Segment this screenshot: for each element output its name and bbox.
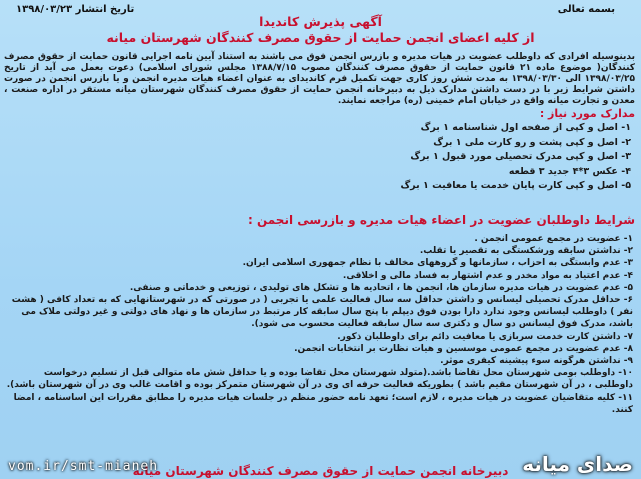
bismillah-text: بسمه تعالی — [557, 4, 615, 15]
document-item: ۴- عکس ۳*۴ جدید ۳ قطعه — [508, 165, 631, 177]
publish-date: تاریخ انتشار ۱۳۹۸/۰۳/۲۳ — [16, 4, 135, 15]
document-item: ۲- اصل و کپی پشت و رو کارت ملی ۱ برگ — [433, 136, 631, 148]
condition-item: ۶- حداقل مدرک تحصیلی لیسانس و داشتن حداقل سه سال فعالیت علمی یا تجربی ( در صورتی که در شهرستانهایی که به تعداد کافی ( هشت نفر ) داوطلب لیسانس وجود ندارد دارا بودن فوق دیپلم با پنج سال سابقه کار مرتبط در سازمان ها و نهاد های دولتی و غیر دولتی ملاک می باشد، مدرک فوق لیسانس دو سال و دکتری سه سال سابقه فعالیت محسوب می شود). — [11, 295, 633, 330]
condition-item: ۵- عدم عضویت در هیات مدیره سازمان ها، انجمن ها ، اتحادیه ها و تشکل های تولیدی ، توزیعی و خدماتی و صنفی. — [129, 282, 633, 293]
condition-item: ۴- عدم اعتیاد به مواد مخدر و عدم اشتهار به فساد مالی و اخلاقی. — [342, 270, 633, 281]
announcement-subtitle: از کلیه اعضای انجمن حمایت از حقوق مصرف کنندگان شهرستان میانه — [106, 30, 535, 45]
documents-heading: مدارک مورد نیاز : — [539, 107, 635, 120]
intro-paragraph: بدینوسیله افرادی که داوطلب عضویت در هیات مدیره و بازرس انجمن فوق می باشند به استناد آیین نامه اجرایی قانون حمایت از حقوق مصرف کنندگان( موضوع ماده ۲۱ قانون حمایت از حقوق مصرف کنندگان مصوب ۱۳۸۸/۷/۱۵ مجلس شورای اسلامی) دعوت بعمل می آید از تاریخ ۱۳۹۸/۰۳/۲۵ الی ۱۳۹۸/۰۳/۳۰ به مدت شش روز کاری جهت تکمیل فرم کاندیدای به عنوان اعضاء هیات مدیره انجمن و یا بازرس انجمن در صورت داشتن شرایط زیر با در دست داشتن مدارک ذیل به دبیرخانه انجمن حمایت از حقوق مصرف کنندگان شهرستان میانه مستقر در اداره صنعت ، معدن و تجارت میانه واقع در خیابان امام خمینی (ره) مراجعه نمایند. — [4, 52, 635, 106]
document-item: ۱- اصل و کپی از صفحه اول شناسنامه ۱ برگ — [420, 122, 631, 133]
condition-item: ۹- نداشتن هرگونه سوء پیشینه کیفری موثر. — [440, 356, 633, 367]
watermark-url: vom.ir/smt-mianeh — [8, 459, 159, 474]
conditions-list — [4, 233, 633, 416]
condition-item: ۸- عدم عضویت در مجمع عمومی موسسین و هیات نظارت بر انتخابات انجمن. — [294, 343, 633, 354]
document-item: ۳- اصل و کپی مدرک تحصیلی مورد قبول ۱ برگ — [410, 151, 631, 162]
condition-item: ۲- نداشتن سابقه ورشکستگی به تقصیر یا تقلب. — [419, 246, 633, 257]
condition-item: ۱- عضویت در مجمع عمومی انجمن . — [474, 234, 633, 244]
footer-secretariat: دبیرخانه انجمن حمایت از حقوق مصرف کنندگان شهرستان میانه — [132, 464, 509, 478]
watermark-logo: صدای میانه — [522, 452, 633, 476]
conditions-heading: شرایط داوطلبان عضویت در اعضاء هیات مدیره و بازرسی انجمن : — [247, 213, 635, 227]
condition-item: ۷- داشتن کارت خدمت سربازی یا معافیت دائم برای داوطلبان ذکور. — [337, 331, 633, 342]
condition-item: ۱۱- کلیه متقاضیان عضویت در هیات مدیره ، لازم است؛ تعهد نامه حضور منظم در جلسات هیات مدیره را مطابق مقررات این اساسنامه ، امضا کنند. — [13, 392, 633, 415]
condition-item: ۱۰- داوطلب بومی شهرستان محل تقاضا باشد.(متولد شهرستان محل تقاضا بوده و یا حداقل شش ماه متوالی قبل از تسلیم درخواست داوطلبی ، در آن شهرستان مقیم باشد ) بطوریکه فعالیت حرفه ای وی در آن شهرستان متمرکز بوده و اقامت غالب وی در آن شهرستان باشد). — [6, 368, 633, 391]
announcement-title: آگهی پذیرش کاندیدا — [259, 14, 382, 29]
documents-list — [111, 121, 631, 194]
document-item: ۵- اصل و کپی کارت پایان خدمت یا معافیت ۱ برگ — [400, 180, 631, 191]
condition-item: ۳- عدم وابستگی به احزاب ، سازمانها و گروههای مخالف با نظام جمهوری اسلامی ایران. — [242, 258, 633, 269]
